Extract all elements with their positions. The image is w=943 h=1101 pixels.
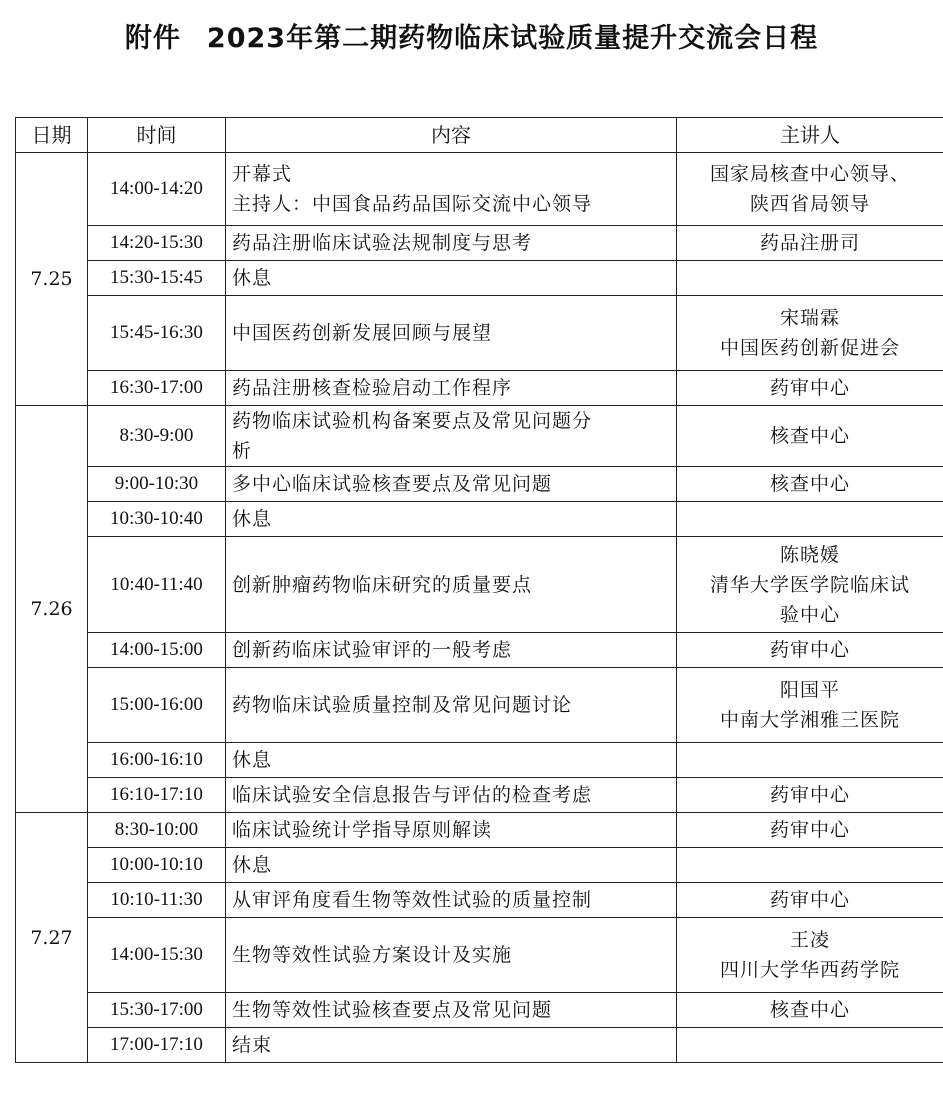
- speaker-cell: [677, 467, 943, 502]
- content-cell: [226, 848, 677, 883]
- speaker-cell: [677, 633, 943, 668]
- schedule-row: [16, 813, 943, 848]
- time-cell: 10:30-10:40: [88, 502, 226, 537]
- schedule-row: [16, 918, 943, 993]
- schedule-row: [16, 883, 943, 918]
- speaker-line: 陈晓媛: [779, 543, 840, 566]
- time-cell: 15:45-16:30: [88, 296, 226, 371]
- speaker-cell: [677, 261, 943, 296]
- schedule-row: [16, 226, 943, 261]
- time-cell: 16:10-17:10: [88, 778, 226, 813]
- time-cell: 8:30-9:00: [88, 406, 226, 467]
- schedule-row: [16, 1028, 943, 1063]
- header-content: 内容: [226, 118, 677, 153]
- content-cell: [226, 467, 677, 502]
- schedule-row: [16, 467, 943, 502]
- header-speaker: 主讲人: [677, 118, 943, 153]
- time-cell: 14:00-15:30: [88, 918, 226, 993]
- content-line: 多中心临床试验核查要点及常见问题: [232, 473, 553, 495]
- content-line: 休息: [232, 854, 273, 876]
- time-cell: 10:40-11:40: [88, 537, 226, 633]
- speaker-line: 王凌: [789, 929, 830, 951]
- content-line: 休息: [232, 749, 273, 771]
- header-row: [16, 118, 943, 153]
- content-cell: [226, 1028, 677, 1063]
- speaker-line: 验中心: [779, 603, 840, 626]
- speaker-cell: [677, 778, 943, 813]
- speaker-cell: [677, 226, 943, 261]
- speaker-line: 核查中心: [769, 473, 850, 495]
- speaker-line: 药审中心: [769, 889, 850, 911]
- content-cell: [226, 502, 677, 537]
- schedule-row: [16, 371, 943, 406]
- time-cell: 8:30-10:00: [88, 813, 226, 848]
- title-prefix: 附件: [124, 23, 181, 54]
- time-cell: 15:30-15:45: [88, 261, 226, 296]
- content-cell: [226, 226, 677, 261]
- document-title: [0, 16, 943, 55]
- content-line: 开幕式: [232, 163, 293, 185]
- speaker-line: 中南大学湘雅三医院: [719, 709, 900, 731]
- speaker-cell: [677, 502, 943, 537]
- time-cell: 16:00-16:10: [88, 743, 226, 778]
- content-line: 主持人：中国食品药品国际交流中心领导: [232, 193, 593, 215]
- speaker-cell: [677, 993, 943, 1028]
- content-line: 生物等效性试验方案设计及实施: [232, 944, 513, 966]
- content-cell: [226, 406, 677, 467]
- time-cell: 9:00-10:30: [88, 467, 226, 502]
- speaker-cell: [677, 813, 943, 848]
- content-cell: [226, 743, 677, 778]
- date-cell: 7.27: [16, 813, 88, 1063]
- content-line: 临床试验统计学指导原则解读: [232, 819, 493, 841]
- speaker-line: 药品注册司: [759, 232, 860, 254]
- schedule-body: [16, 153, 943, 1063]
- schedule-row: [16, 993, 943, 1028]
- speaker-cell: [677, 883, 943, 918]
- speaker-line: 清华大学医学院临床试: [709, 573, 910, 596]
- content-cell: [226, 668, 677, 743]
- content-line: 创新肿瘤药物临床研究的质量要点: [232, 573, 533, 596]
- speaker-line: 药审中心: [769, 784, 850, 806]
- content-cell: [226, 261, 677, 296]
- content-line: 结束: [232, 1034, 273, 1056]
- content-line: 生物等效性试验核查要点及常见问题: [232, 999, 553, 1021]
- schedule-row: [16, 668, 943, 743]
- schedule-row: [16, 633, 943, 668]
- content-cell: [226, 813, 677, 848]
- schedule-row: [16, 848, 943, 883]
- speaker-cell: [677, 406, 943, 467]
- speaker-cell: [677, 743, 943, 778]
- schedule-row: [16, 537, 943, 633]
- content-cell: [226, 778, 677, 813]
- speaker-line: 药审中心: [769, 377, 850, 399]
- time-cell: 10:00-10:10: [88, 848, 226, 883]
- time-cell: 14:00-14:20: [88, 153, 226, 226]
- content-line: 临床试验安全信息报告与评估的检查考虑: [232, 784, 593, 806]
- schedule-row: [16, 778, 943, 813]
- schedule-row: [16, 406, 943, 467]
- content-cell: [226, 371, 677, 406]
- header-date: 日期: [16, 118, 88, 153]
- schedule-row: [16, 502, 943, 537]
- time-cell: 14:00-15:00: [88, 633, 226, 668]
- content-cell: [226, 883, 677, 918]
- speaker-line: 核查中心: [769, 999, 850, 1021]
- schedule-row: [16, 261, 943, 296]
- speaker-cell: [677, 153, 943, 226]
- speaker-cell: [677, 668, 943, 743]
- schedule-table: [15, 117, 943, 1063]
- content-line: 药物临床试验质量控制及常见问题讨论: [232, 694, 573, 716]
- schedule-row: [16, 153, 943, 226]
- content-line: 药品注册临床试验法规制度与思考: [232, 232, 533, 254]
- content-cell: [226, 633, 677, 668]
- speaker-cell: [677, 371, 943, 406]
- speaker-cell: [677, 537, 943, 633]
- content-line: 药物临床试验机构备案要点及常见问题分: [232, 410, 593, 432]
- schedule-row: [16, 743, 943, 778]
- content-cell: [226, 153, 677, 226]
- speaker-line: 宋瑞霖: [779, 307, 840, 329]
- speaker-line: 国家局核查中心领导、: [709, 163, 910, 185]
- speaker-cell: [677, 918, 943, 993]
- content-cell: [226, 537, 677, 633]
- speaker-cell: [677, 1028, 943, 1063]
- time-cell: 15:00-16:00: [88, 668, 226, 743]
- speaker-line: 中国医药创新促进会: [719, 337, 900, 359]
- time-cell: 15:30-17:00: [88, 993, 226, 1028]
- content-line: 析: [232, 440, 253, 462]
- content-line: 从审评角度看生物等效性试验的质量控制: [232, 889, 593, 911]
- speaker-line: 药审中心: [769, 819, 850, 841]
- speaker-cell: [677, 848, 943, 883]
- time-cell: 14:20-15:30: [88, 226, 226, 261]
- header-time: 时间: [88, 118, 226, 153]
- time-cell: 16:30-17:00: [88, 371, 226, 406]
- speaker-line: 陕西省局领导: [749, 193, 870, 215]
- content-line: 药品注册核查检验启动工作程序: [232, 377, 513, 399]
- speaker-line: 阳国平: [779, 679, 840, 701]
- content-line: 休息: [232, 267, 273, 289]
- time-cell: 10:10-11:30: [88, 883, 226, 918]
- content-line: 休息: [232, 508, 273, 530]
- date-cell: 7.25: [16, 153, 88, 406]
- title-text: 2023年第二期药物临床试验质量提升交流会日程: [206, 23, 819, 54]
- speaker-line: 药审中心: [769, 639, 850, 661]
- date-cell: 7.26: [16, 406, 88, 813]
- time-cell: 17:00-17:10: [88, 1028, 226, 1063]
- content-cell: [226, 296, 677, 371]
- speaker-line: 四川大学华西药学院: [719, 959, 900, 981]
- content-line: 中国医药创新发展回顾与展望: [232, 322, 493, 344]
- content-cell: [226, 993, 677, 1028]
- speaker-line: 核查中心: [769, 425, 850, 447]
- schedule-row: [16, 296, 943, 371]
- content-line: 创新药临床试验审评的一般考虑: [232, 639, 513, 661]
- content-cell: [226, 918, 677, 993]
- speaker-cell: [677, 296, 943, 371]
